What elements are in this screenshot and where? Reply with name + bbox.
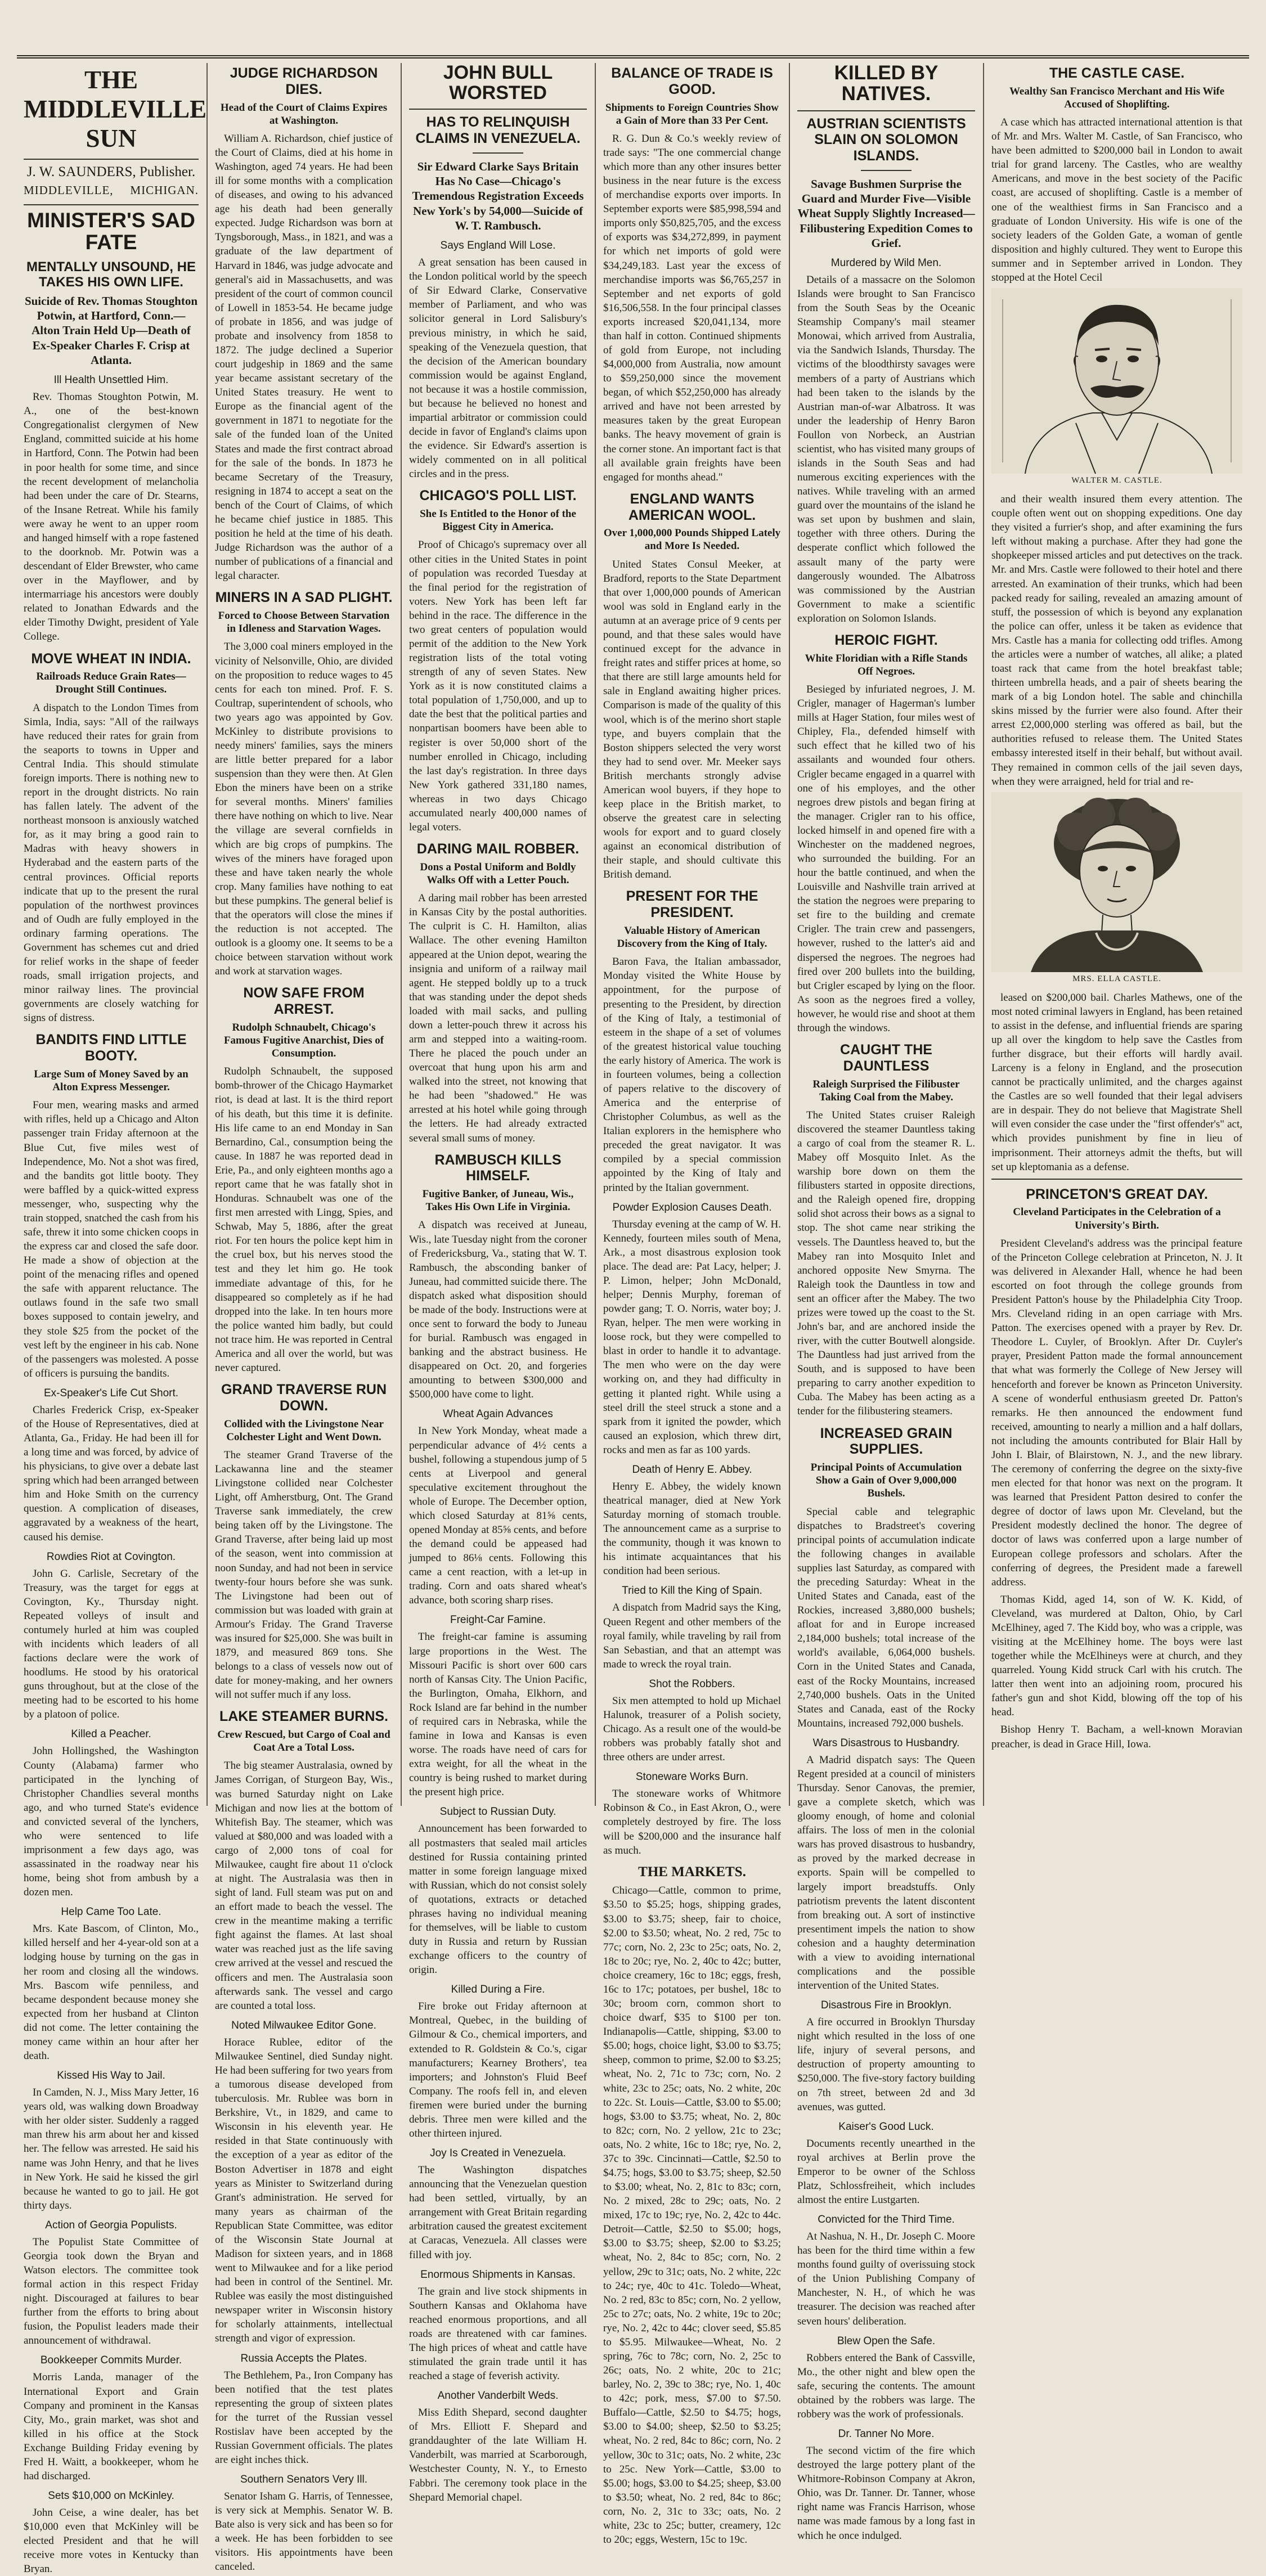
article-text: Senator Isham G. Harris, of Tennessee, is very sick at Memphis. Senator W. B. Bate also is very sick and has been so for a week. He has been forbidden to see visitors. His appointments have been canceled. — [215, 2490, 393, 2573]
article-text: The United States cruiser Raleigh discovered the steamer Dauntless taking a cargo of coal from the steamer R. L. Mabey off Mosquito Inlet. As the warship bore down on them the filibusters started in opposite directions, and the Raleigh opened fire, dropping solid shot across their bows as a signal to stop. The shot came near striking the vessels. The Dauntless heaved to, but the Mabey ran into Mosquito Inlet and anchored opposite New Smyrna. The Raleigh took the Dauntless in tow and sent an officer after the Mabey. The two prizes were towed up the coast to the St. John's bar, and are anchored inside the river, with the cutter Boutwell alongside. The Dauntless had just arrived from the South, and is supposed to have been preparing to carry another expedition to Cuba. The Mabey has been acting as a tender for the filibustering steamers. — [797, 1109, 975, 1418]
story-deck: Collided with the Livingstone Near Colchester Light and Went Down. — [224, 1418, 384, 1443]
divider — [24, 204, 199, 205]
subhead: Disastrous Fire in Brooklyn. — [820, 1999, 952, 2012]
subhead: Enormous Shipments in Kansas. — [420, 2268, 576, 2281]
story-deck: Cleveland Participates in the Celebration of a University's Birth. — [1013, 1206, 1221, 1231]
portrait-caption: MRS. ELLA CASTLE. — [1072, 974, 1161, 983]
article-text: Four men, wearing masks and armed with rifles, held up a Chicago and Alton passenger train Friday afternoon at the Blue Cut, five miles west of Independence, Mo. Not a shot was fired, and the bandits got little booty. They were baffled by a quick-witted express messenger, who, suspecting why the train stopped, snatched the cash from his safe, threw it into some chicken coops in the express car and closed the safe door. He made a show of objection at the point of the menacing rifles and opened the safe with apparent reluctance. The outlaws found in the safe two small boxes supposed to contain jewelry, and they stole $25 from the pocket of the vest left by the engineer in his cab. None of the passengers was molested. A posse of officers is pursuing the bandits. — [24, 1099, 199, 1379]
subhead: Wars Disastrous to Husbandry. — [812, 1737, 960, 1749]
story-headline: NOW SAFE FROM ARREST. — [243, 985, 365, 1018]
article-text: In Camden, N. J., Miss Mary Jetter, 16 years old, was walking down Broadway with her older sister. Suddenly a ragged man threw his arm about her and kissed her. The fellow was arrested. He said his name was John Henry, and that he lives in New York. He said he kissed the girl because he wanted to go to jail. He got thirty days. — [24, 2087, 199, 2211]
subhead: Southern Senators Very Ill. — [240, 2474, 367, 2486]
article-text: Bishop Henry T. Bacham, a well-known Moravian preacher, is dead in Grace Hill, Iowa. — [991, 1724, 1242, 1750]
subhead: Tried to Kill the King of Spain. — [622, 1585, 762, 1597]
subhead: Murdered by Wild Men. — [830, 257, 942, 269]
column-2 — [208, 63, 399, 2573]
masthead-publisher: J. W. SAUNDERS, Publisher. — [26, 164, 196, 179]
story-deck: Shipments to Foreign Countries Show a Gain of More than 33 Per Cent. — [605, 101, 779, 127]
lead-summary: Suicide of Rev. Thomas Stoughton Potwin, at Hartford, Conn.—Alton Train Held Up—Death of Ex-Speaker Charles F. Crisp at Atlanta. — [24, 294, 198, 367]
article-text: A Madrid dispatch says: The Queen Regent presided at a council of ministers Thursday. Senor Canovas, the premier, gave a complete sketch, which was gloomy enough, of home and colonial affairs. The loss of men in the colonial wars has proved disastrous to husbandry, as proved by the marked decrease in exports. Spain will be compelled to largely import breadstuffs. Only patriotism prevents the latent discontent from breaking out. A sort of instinctive presentiment impels the nation to show cohesion and a haughty determination with a view to avoiding international complications and the possible intervention of the United States. — [797, 1754, 975, 1992]
story-headline: DARING MAIL ROBBER. — [416, 841, 580, 857]
subhead: Shot the Robbers. — [649, 1678, 735, 1690]
lead-deck: MENTALLY UNSOUND, HE TAKES HIS OWN LIFE. — [26, 259, 196, 290]
subhead: Ill Health Unsettled Him. — [53, 374, 169, 386]
subhead: Wheat Again Advances — [443, 1408, 553, 1420]
lead-headline: MINISTER'S SAD FATE — [27, 209, 195, 254]
column-1 — [17, 63, 207, 2575]
story-headline: LAKE STEAMER BURNS. — [219, 1709, 388, 1725]
story-deck: Over 1,000,000 Pounds Shipped Lately and More Is Needed. — [603, 527, 781, 552]
story-deck: Head of the Court of Claims Expires at Washington. — [220, 101, 388, 127]
article-text: Special cable and telegraphic dispatches to Bradstreet's covering principal points of accumulation indicate the following changes in available supplies last Saturday, as compared with the preceding Saturday: Wheat in the United States and Canada, east of the Rockies, increased 3,880,000 bushels; afloat for and in Europe increased 2,184,000 bushels; total increase of the world's available, 6,064,000 bushels. Corn in the United States and Canada, east of the Rocky Mountains, increased 2,740,000 bushels. Oats in the United States and Canada, east of the Rocky Mountains, increased 792,000 bushels. — [797, 1505, 975, 1729]
subhead: Says England Will Lose. — [440, 240, 556, 252]
masthead-town: MIDDLEVILLE, — [24, 183, 114, 197]
article-text: Announcement has been forwarded to all postmasters that sealed mail articles destined for Russia containing printed matter in some foreign language mixed with Russian, which do not consist solely of quotations, extracts or detached phrases having no individual meaning for themselves, will be liable to custom duty in Russia and return by Russian exchange officers to the country of origin. — [409, 1823, 587, 1976]
subhead: Dr. Tanner No More. — [838, 2428, 935, 2440]
subhead: Stoneware Works Burn. — [635, 1771, 749, 1783]
article-text: leased on $200,000 bail. Charles Mathews, one of the most noted criminal lawyers in England, has been retained to assist in the defense, and influential friends are sparing up all over the kingdom to help save the Castles from further disgrace, but their efforts will hardly avail. Larceny is a felony in England, and the prosecution cannot be practically unlimited, and the charges against the Castles are so well founded that their legal advisers are in despair. They do not believe that Magistrate Shell will even consider the case under the "first offender's" act, which provides punishment by fine in lieu of imprisonment. Their attorneys admit the thefts, but will set up kleptomania as a defense. — [991, 991, 1242, 1173]
divider — [473, 152, 523, 154]
masthead-title: THE MIDDLEVILLE SUN — [24, 66, 207, 152]
article-text: Details of a massacre on the Solomon Islands were brought to San Francisco from the South Seas by the Oceanic Steamship Company's mail steamer Monowai, which arrived from Australia, via the Sandwich Islands, Thursday. The victims of the bloodthirsty savages were members of a party of Austrians which had been taken to the islands by the Austrian man-of-war Albatross. It was under the leadership of Henry Baron Foullon von Norbeck, an Austrian scientist, who has visited many groups of islands in the South Seas and had numerous exciting experiences with the natives. While traveling with an armed guard over the mountains of the island he was set upon by bushmen and slain, together with three others. During the desperate conflict which followed the assault many of the party were dangerously wounded. The Albatross was commissioned by the Austrian Government to make a scientific exploration on Solomon Islands. — [797, 274, 975, 624]
story-headline: CAUGHT THE DAUNTLESS — [840, 1042, 932, 1074]
divider — [861, 170, 912, 171]
subhead: Another Vanderbilt Weds. — [437, 2390, 559, 2402]
story-headline: INCREASED GRAIN SUPPLIES. — [820, 1425, 953, 1458]
portrait-ella-castle — [991, 792, 1242, 972]
column-separator — [983, 63, 984, 1806]
subhead: Death of Henry E. Abbey. — [632, 1463, 752, 1476]
story-headline: ENGLAND WANTS AMERICAN WOOL. — [628, 491, 756, 523]
article-text: In New York Monday, wheat made a perpendicular advance of 4½ cents a bushel, following a stupendous jump of 5 cents at Liverpool and general speculative excitement throughout the whole of Europe. The December option, which closed Saturday at 81⅝ cents, opened Monday at 85⅝ cents, and before the demand could be appeased had jumped to 86⅛ cents. Following this came a cent reaction, with a let-up in trading. Corn and oats shared wheat's advance, both scoring sharp rises. — [409, 1425, 587, 1607]
article-text: The stoneware works of Whitmore Robinson & Co., in East Akron, O., were completely destroyed by fire. The loss will be $200,000 and the insurance half as much. — [603, 1788, 781, 1856]
article-text: Besieged by infuriated negroes, J. M. Crigler, manager of Hagerman's lumber mills at Hager Station, four miles west of Chipley, Fla., defended himself with such effect that he killed two of his assailants and wounded four others. Crigler became engaged in a quarrel with one of his employes, and the other negroes drew pistols and began firing at the manager. Crigler ran to his office, locked himself in and opened fire with a Winchester on the maddened negroes, who surrounded the building. For an hour the battle continued, and when the Louisville and Nashville train arrived at the station the negroes were preparing to set fire to the building and cremate Crigler. The train crew and passengers, however, rushed to the latter's aid and dispersed the negroes. The negroes had fired over 200 bullets into the building, but Crigler escaped by lying on the floor. As soon as the negroes fired a volley, however, he would rise and shoot at them through the windows. — [797, 684, 975, 1034]
column-separator — [789, 63, 790, 1806]
story-headline: MINERS IN A SAD PLIGHT. — [215, 590, 393, 606]
column-separator — [206, 63, 208, 1806]
article-text: John Ceise, a wine dealer, has bet $10,000 even that McKinley will be elected President and that he will receive more votes in Kentucky than Bryan. — [24, 2507, 199, 2575]
subhead: Freight-Car Famine. — [450, 1614, 546, 1626]
column-4 — [596, 63, 788, 2546]
divider — [409, 109, 587, 110]
lead-headline: JOHN BULL WORSTED — [443, 62, 553, 104]
article-text: John Hollingshed, the Washington County (Alabama) farmer who participated in the lynching of Christopher Chandlies several months ago, and who turned State's evidence and convicted several of the lynchers, who were sentenced to life imprisonment a few days ago, was assassinated in the roadway near his home, being shot from ambush by a dozen men. — [24, 1745, 199, 1899]
lead-summary: Sir Edward Clarke Says Britain Has No Case—Chicago's Tremendous Registration Exceeds New York's by 54,000—Suicide of W. T. Rambusch. — [412, 159, 584, 232]
article-text: United States Consul Meeker, at Bradford, reports to the State Department that over 1,000,000 pounds of American wool was sold in England early in the autumn at an average price of 9 cents per pound, and that these sales would have continued except for the advance in freight rates and stiffer prices at home, so that there are still large amounts held for sale in England awaiting higher prices. Comparison is made of the quality of this wool, which is of the merino short staple type, and buyers complain that the Boston shippers selected the very worst they had to send over. Mr. Meeker says British merchants strongly advise American wool buyers, if they hope to keep place in the British market, to observe the greatest care in selecting wools for export and to guard closely against an economical distribution of their staple, and should cultivate this British demand. — [603, 558, 781, 881]
masthead-state: MICHIGAN. — [130, 183, 199, 197]
subhead: Kissed His Way to Jail. — [57, 2070, 165, 2082]
article-text: Horace Rublee, editor of the Milwaukee Sentinel, died Sunday night. He had been suffering for two years from a tumorous disease developed from tuberculosis. Mr. Rublee was born in Berkshire, Vt., in 1829, and came to Wisconsin in his eleventh year. He resided in that State continuously with the exception of a year as editor of the Boston Advertiser in 1878 and eight years as Minister to Switzerland during Grant's administration. He served for many years as chairman of the Republican State Committee, was editor of the Wisconsin State Journal at Madison for sixteen years, and in 1868 went to Milwaukee and for a like period had been in control of the Sentinel. Mr. Rublee was easily the most distinguished newspaper writer in Wisconsin history for scholarly attainments, intellectual strength and vigor of expression. — [215, 2036, 393, 2345]
article-text: The 3,000 coal miners employed in the vicinity of Nelsonville, Ohio, are divided on the proposition to reduce wages to 45 cents for each ton mined. Prof. F. S. Coultrap, superintendent of schools, who two years ago was appointed by Gov. McKinley to distribute provisions to needy miners' families, says the miners are little better prepared for a labor suspension than they were then. At Glen Ebon the miners have been on a strike for several months. Miners' families there have nothing on which to live. Near the village are several cornfields in which are big crops of pumpkins. The wives of the miners have foraged upon these and have taken nearly the whole crop. Many families have nothing to eat but these pumpkins. The general belief is that the operators will close the mines if the reduction is not accepted. The outlook is a gloomy one. It seems to be a choice between starvation without work and work at starvation wages. — [215, 641, 393, 978]
article-text: Robbers entered the Bank of Cassville, Mo., the other night and blew open the safe, securing the contents. The amount obtained by the robbers was large. The robbery was the work of professionals. — [797, 2352, 975, 2420]
masthead-location — [24, 183, 199, 197]
article-text: The Washington dispatches announcing that the Venezuelan question had been settled, virtually, by an arrangement with Great Britain regarding arbitration caused the greatest excitement at Caracas, Venezuela. All classes were filled with joy. — [409, 2164, 587, 2261]
article-text: President Cleveland's address was the principal feature of the Princeton College celebration at Princeton, N. J. It was delivered in Alexander Hall, whence he had been escorted on foot through the college grounds from President Patton's house by the Philadelphia City Troop. Mrs. Cleveland riding in an open carriage with Mrs. Patton. The exercises opened with a prayer by Rev. Dr. Theodore L. Cuyler, of Brooklyn. After Dr. Cuyler's prayer, President Patton made the formal announcement that what was formerly the College of New Jersey will henceforth and forever be known as Princeton University. A scene of wonderful enthusiasm greeted Dr. Patton's remarks. He then announced the endowment fund received, amounting to nearly a million and a half dollars, not including the amounts contributed for Blair Hall by John I. Blair, of Blairstown, N. J., and the new library. The ceremony of conferring the degree on the sixty-five men elected for that honor was next on the program. It was learned that President Patton desired to confer the degree of doctor of laws upon Mr. Cleveland, but the President modestly declined the honor. The degree of doctor of laws was conferred upon a large number of European college professors and scholars. After the conferring of degrees, the President made a farewell address. — [991, 1237, 1242, 1588]
subhead: Sets $10,000 on McKinley. — [48, 2490, 174, 2502]
subhead: Blew Open the Safe. — [837, 2335, 936, 2347]
story-deck: Raleigh Surprised the Filibuster Taking Coal from the Mabey. — [812, 1078, 960, 1103]
story-deck: Dons a Postal Uniform and Boldly Walks Off with a Letter Pouch. — [420, 861, 576, 887]
article-text: Six men attempted to hold up Michael Halunok, treasurer of a Polish society, Chicago. As a result one of the would-be robbers was probably fatally shot and three others are under arrest. — [603, 1694, 781, 1764]
article-text: and their wealth insured them every attention. The couple often went out on shopping expeditions. One day they visited a furrier's shop, and after examining the furs left without making a purchase. After they had gone the shopkeeper missed articles and put detectives on the track. Mr. and Mrs. Castle were followed to their hotel and there arrested. An examination of their trunks, which had been packed ready for sailing, revealed an amazing amount of stuff, the possession of which is beyond any explanation the police can offer, unless it be taken as evidence that Mrs. Castle has a mania for collecting odd trifles. Among the articles were a number of watches, all alike; a plated toast rack that came from the hotel breakfast table; thirteen umbrella heads, and a pair of sheets bearing the mark of a big London hotel. The sable and chinchilla skins missed by the furrier were also found. After their arrest £2,000,000 sterling was offered as bail, but the authorities refused to release them. The United States embassy interested itself in their behalf, but without avail. They remained in common cells of the jail seven days, when they were arraigned, held for trial and re- — [991, 493, 1242, 788]
story-deck: White Floridian with a Rifle Stands Off Negroes. — [805, 652, 968, 677]
story-headline: PRESENT FOR THE PRESIDENT. — [626, 888, 758, 921]
story-headline: GRAND TRAVERSE RUN DOWN. — [221, 1382, 387, 1414]
article-text: A dispatch to the London Times from Simla, India, says: "All of the railways have reduced their rates for grain from the seaports to towns in Upper and Central India. This should stimulate foreign imports. There is nothing new to report in the drought districts. No rain has fallen lately. The advent of the northeast monsoon is anxiously watched for, as it may bring a good rain to Madras with heavy showers in Hyderabad and the eastern parts of the central provinces. Official reports indicate that up to the present the rural population of the northwest provinces and of Oudh are fully employed in the ordinary farming operations. The Government has schemes cut and dried for relief works in the shape of feeder roads, small irrigation projects, and minor railway lines. The provincial governments are closely watching for signs of distress. — [24, 702, 199, 1024]
story-headline: BANDITS FIND LITTLE BOOTY. — [35, 1032, 187, 1064]
article-text: Proof of Chicago's supremacy over all other cities in the United States in point of population was recorded Tuesday at the final period for the registration of voters. New York has been left far behind in the race. The difference in the two great centers of population would permit of the addition to the New York registration lists of the total voting strength of any of seven States. New York as it is now constituted claims a total population of 1,750,000, and up to date the best that the political parties and nonpartisan boomers have been able to register is over 50,000 short of the number enrolled in Chicago, including the last day's registration. In three days New York gathered 331,180 names, whereas in two days Chicago accumulated nearly 400,000 names of legal voters. — [409, 539, 587, 834]
article-text: The second victim of the fire which destroyed the large pottery plant of the Whitmore-Robinson Company at Akron, Ohio, was Dr. Tanner. Dr. Tanner, whose right name was Francis Harrison, whose name was made famous by a long fast in which he once indulged. — [797, 2445, 975, 2542]
article-text: A dispatch from Madrid says the King, Queen Regent and other members of the royal family, while traveling by rail from San Sebastian, and that an attempt was made to wreck the royal train. — [603, 1602, 781, 1670]
article-text: At Nashua, N. H., Dr. Joseph C. Moore has been for the third time within a few months found guilty of overissuing stock of the Union Publishing Company of Manchester, N. H., of which he was treasurer. The decision was reached after seven hours' deliberation. — [797, 2231, 975, 2327]
subhead: Powder Explosion Causes Death. — [612, 1201, 772, 1213]
article-text: Baron Fava, the Italian ambassador, Monday visited the White House by appointment, for the purpose of presenting to the President, by direction of the King of Italy, a testimonial of esteem in the shape of a set of volumes of the greatest historical value touching the early history of America. The work is in fourteen volumes, being a collection of papers relative to the discovery of America and the enterprise of Christopher Columbus, as well as the Italian explorers in the hemisphere who preceded the great navigator. It was compiled by a special commission appointed by the King of Italy and printed by the Italian government. — [603, 956, 781, 1194]
subhead: Russia Accepts the Plates. — [240, 2352, 367, 2364]
article-text: A fire occurred in Brooklyn Thursday night which resulted in the loss of one life, injury of several persons, and destruction of property amounting to $250,000. The five-story factory building on 7th street, between 2d and 3d avenues, was gutted. — [797, 2016, 975, 2113]
subhead: Noted Milwaukee Editor Gone. — [231, 2019, 376, 2031]
lead-deck: AUSTRIAN SCIENTISTS SLAIN ON SOLOMON ISLANDS. — [806, 115, 966, 164]
portrait-caption: WALTER M. CASTLE. — [1071, 476, 1162, 485]
story-deck: Rudolph Schnaubelt, Chicago's Famous Fugitive Anarchist, Dies of Consumption. — [223, 1021, 384, 1060]
lead-deck: HAS TO RELINQUISH CLAIMS IN VENEZUELA. — [415, 114, 581, 147]
article-text: Fire broke out Friday afternoon at Montreal, Quebec, in the building of Gilmour & Co., chemical importers, and extended to R. Goldstein & Co.'s, cigar manufacturers; Kearney Brothers', tea importers; and Johnston's Fluid Beef Company. The roofs fell in, and eleven firemen were buried under the burning debris. Three men were killed and the other thirteen injured. — [409, 2000, 587, 2139]
article-text: The grain and live stock shipments in Southern Kansas and Oklahoma have reached enormous proportions, and all roads are threatened with car famines. The high prices of wheat and cattle have stimulated the grain trade until it has reached a stage of feverish activity. — [409, 2285, 587, 2382]
article-text: Thomas Kidd, aged 14, son of W. K. Kidd, of Cleveland, was murdered at Dalton, Ohio, by Carl McElhiney, aged 7. The Kidd boy, who was a cripple, was visiting at the McElhiney home. The boys were last together while the McElhineys were at church, and they quarreled. Young Kidd struck Carl with his crutch. The latter then went into an adjoining room, procured his father's gun and shot Kidd, blowing off the top of his head. — [991, 1593, 1242, 1719]
story-deck: Wealthy San Francisco Merchant and His Wife Accused of Shoplifting. — [1009, 85, 1225, 110]
story-deck: Crew Rescued, but Cargo of Coal and Coat Are a Total Loss. — [217, 1729, 390, 1754]
subhead: Ex-Speaker's Life Cut Short. — [43, 1387, 179, 1399]
subhead: Joy Is Created in Venezuela. — [430, 2147, 566, 2160]
lead-headline: KILLED BY NATIVES. — [834, 62, 939, 105]
article-text: The Bethlehem, Pa., Iron Company has been notified that the test plates representing the group of sixteen plates for the turret of the Russian vessel Rostislav have been accepted by the Russian Government officials. The plates are eight inches thick. — [215, 2369, 393, 2466]
subhead: Convicted for the Third Time. — [818, 2214, 955, 2226]
article-text: Charles Frederick Crisp, ex-Speaker of the House of Representatives, died at Atlanta, Ga., Friday. He had been ill for a long time and was forced, by advice of his physicians, to give over a debate last spring which had been arranged between him and Hoke Smith on the currency question. A complication of diseases, aggravated by a weakness of the heart, caused his demise. — [24, 1404, 199, 1543]
story-headline: RAMBUSCH KILLS HIMSELF. — [434, 1152, 562, 1184]
article-text: Thursday evening at the camp of W. H. Kennedy, fourteen miles south of Mena, Ark., a most disastrous explosion took place. The dead are: Pat Lacy, helper; J. P. Limon, helper; John McDonald, helper; Dennis Murphy, foreman of powder gang; T. O. Norris, water boy; J. Ryan, helper. The men were working in loose rock, but they were compelled to blast in order to handle it to advantage. The men who were on the day were working on, and they had difficulty in getting it planted right. While using a steel drill the steel struck a stone and a spark from it ignited the powder, which caused an explosion, which threw dirt, rocks and men as far as 100 yards. — [603, 1218, 781, 1456]
top-rule — [17, 55, 1249, 59]
column-separator — [401, 63, 402, 1806]
divider — [24, 159, 199, 160]
markets-headline: THE MARKETS. — [638, 1864, 746, 1880]
subhead: Action of Georgia Populists. — [45, 2219, 177, 2231]
article-text: Morris Landa, manager of the International Export and Grain Company and prominent in the Kansas City, Mo., grain market, was shot and killed in his office at the Stock Exchange Building Friday evening by Fred H. Waitt, a bookkeeper, whom he had discharged. — [24, 2371, 199, 2482]
article-text: The Populist State Committee of Georgia took down the Bryan and Watson electors. The committee took formal action in this respect Friday night. Discouraged at failures to bear further from the efforts to bring about fusion, the Populist leaders made their announcement of withdrawal. — [24, 2236, 199, 2347]
story-headline: HEROIC FIGHT. — [834, 632, 938, 648]
article-text: Mrs. Kate Bascom, of Clinton, Mo., killed herself and her 4-year-old son at a lodging house by turning on the gas in her room and closing all the windows. Mrs. Bascom wife penniless, and became despondent because money she expected from her husband at Clinton did not come. The letter containing the money came within an hour after her death. — [24, 1923, 199, 2062]
subhead: Subject to Russian Duty. — [439, 1806, 556, 1818]
article-text: The freight-car famine is assuming large proportions in the West. The Missouri Pacific is short over 600 cars north of Kansas City. The Union Pacific, the Burlington, Omaha, Elkhorn, and Rock Island are far behind in the number of required cars in Nebraska, while the famine in Iowa and Kansas is even worse. The roads have need of cars for extra weight, for all the wheat in the country is being rushed to market during the present high price. — [409, 1631, 587, 1799]
divider — [797, 110, 975, 111]
article-text: John G. Carlisle, Secretary of the Treasury, was the target for eggs at Covington, Ky., Thursday night. Repeated volleys of insult and contumely hurled at him was coupled with incidents which leaders of all factions declare were the work of hoodlums. He stood by his oratorical guns throughout, but at the close of the meeting had to be escorted to his home by a platoon of police. — [24, 1567, 199, 1721]
article-text: A great sensation has been caused in the London political world by the speech of Sir Edward Clarke, Conservative member of Parliament, and who was solicitor general in Lord Salisbury's previous ministry, in which he said, speaking of the Venezuela question, that the decision of the American boundary commission would be against England, not because it was a hostile commission, but because he believed no honest and impartial arbitrator or commission could decide in favor of England's claims upon the evidence. Sir Edward's assertion is widely commented on in all political circles and in the press. — [409, 257, 587, 480]
story-headline: PRINCETON'S GREAT DAY. — [1026, 1186, 1208, 1202]
article-text: A dispatch was received at Juneau, Wis., late Tuesday night from the coroner of Fredericksburg, Va., stating that W. T. Rambusch, the absconding banker of Juneau, had committed suicide there. The dispatch asked what disposition should be made of the body. Instructions were at once sent to forward the body to Juneau for burial. Rambusch was engaged in banking and the abstract business. He disappeared on Oct. 20, and forgeries amounting to between $300,000 and $500,000 have come to light. — [409, 1219, 587, 1401]
markets-text: Chicago—Cattle, common to prime, $3.50 to $5.25; hogs, shipping grades, $3.00 to $3.75; sheep, fair to choice, $2.00 to $3.50; wheat, No. 2 red, 75c to 77c; corn, No. 2, 23c to 25c; oats, No. 2, 18c to 20c; rye, No. 2, 40c to 42c; butter, choice creamery, 16c to 18c; eggs, fresh, 16c to 17c; potatoes, per bushel, 18c to 30c; broom corn, common short to choice dwarf, $35 to $100 per ton. Indianapolis—Cattle, shipping, $3.00 to $5.00; hogs, choice light, $3.00 to $3.75; sheep, common to prime, $2.00 to $3.25; wheat, No. 2, 71c to 73c; corn, No. 2 white, 23c to 25c; oats, No. 2 white, 20c to 22c. St. Louis—Cattle, $3.00 to $5.00; hogs, $3.00 to $3.75; wheat, No. 2, 80c to 82c; corn, No. 2 yellow, 21c to 23c; oats, No. 2 white, 16c to 18c; rye, No. 2, 37c to 39c. Cincinnati—Cattle, $2.50 to $4.75; hogs, $3.00 to $3.75; sheep, $2.50 to $3.00; wheat, No. 2, 81c to 83c; corn, No. 2 mixed, 28c to 29c; oats, No. 2 mixed, 17c to 19c; rye, No. 2, 42c to 44c. Detroit—Cattle, $2.50 to $5.00; hogs, $3.00 to $3.75; sheep, $2.00 to $3.25; wheat, No. 2, 84c to 85c; corn, No. 2 yellow, 29c to 31c; oats, No. 2 white, 22c to 24c; rye, 40c to 41c. Toledo—Wheat, No. 2 red, 83c to 85c; corn, No. 2 yellow, 25c to 27c; oats, No. 2 white, 19c to 20c; rye, No. 2, 42c to 44c; clover seed, $5.85 to $5.95. Milwaukee—Wheat, No. 2 spring, 76c to 78c; corn, No. 2, 25c to 26c; oats, No. 2 white, 20c to 21c; barley, No. 2, 39c to 38c; rye, No. 1, 40c to 42c; pork, mess, $7.00 to $7.50. Buffalo—Cattle, $2.50 to $4.75; hogs, $3.00 to $4.00; sheep, $2.50 to $3.25; wheat, No. 2 red, 84c to 86c; corn, No. 2 yellow, 30c to 31c; oats, No. 2 white, 23c to 25c. New York—Cattle, $3.00 to $5.00; hogs, $3.00 to $4.25; sheep, $3.00 to $3.50; wheat, No. 2 red, 84c to 86c; corn, No. 2, 31c to 33c; oats, No. 2 white, 23c to 25c; butter, creamery, 12c to 20c; eggs, Western, 15c to 19c. — [603, 1885, 781, 2546]
article-text: Documents recently unearthed in the royal archives at Berlin prove the Emperor to be owner of the Schloss Platz, Schlossfreiheit, which includes almost the entire Lustgarten. — [797, 2137, 975, 2206]
story-deck: Forced to Choose Between Starvation in Idleness and Starvation Wages. — [218, 610, 390, 635]
subhead: Killed a Peacher. — [71, 1728, 151, 1741]
story-deck: Large Sum of Money Saved by an Alton Express Messenger. — [34, 1068, 188, 1094]
column-separator — [595, 63, 596, 1806]
article-text: The big steamer Australasia, owned by James Corrigan, of Sturgeon Bay, Wis., was burned Saturday night on Lake Michigan and now lies at the bottom of Whitefish Bay. The steamer, which was valued at $80,000 and was loaded with a cargo of 2,000 tons of coal for Milwaukee, caught fire about 11 o'clock at night. The Australasia was then in sight of land. Full steam was put on and an effort made to beach the vessel. The crew in the meantime making a terrific fight against the flames. At last shoal water was reached just as the life saving crew arrived at the vessel and rescued the officers and men. The Australasia soon afterwards sank. The vessel and cargo are counted a total loss. — [215, 1760, 393, 2012]
article-text: Henry E. Abbey, the widely known theatrical manager, died at New York Saturday morning of stomach trouble. The announcement came as a surprise to the community, though it was known to his intimate acquaintances that his condition had been serious. — [603, 1480, 781, 1577]
lead-summary: Savage Bushmen Surprise the Guard and Murder Five—Visible Wheat Supply Slightly Increased—Filibustering Expedition Comes to Grief. — [797, 177, 975, 250]
story-deck: Railroads Reduce Grain Rates—Drought Still Continues. — [36, 671, 186, 696]
story-deck: Fugitive Banker, of Juneau, Wis., Takes His Own Life in Virginia. — [422, 1188, 574, 1213]
subhead: Rowdies Riot at Covington. — [46, 1550, 176, 1563]
story-headline: THE CASTLE CASE. — [1049, 65, 1185, 81]
article-text: Miss Edith Shepard, second daughter of Mrs. Elliott F. Shepard and granddaughter of the late William H. Vanderbilt, was married at Scarborough, Westchester County, N. Y., to Ernesto Fabbri. The ceremony took place in the Shepard Memorial chapel. — [409, 2407, 587, 2503]
story-headline: CHICAGO'S POLL LIST. — [419, 488, 577, 504]
article-text: Rudolph Schnaubelt, the supposed bomb-thrower of the Chicago Haymarket riot, is dead at last. It is the third report of his death, but this time it is definite. His life came to an end Monday in San Bernardino, Cal., consumption being the cause. In 1887 he was reported dead in Erie, Pa., and only eighteen months ago a report came that he was fatally shot in Honduras. Schnaubelt was one of the first men arrested with Lingg, Spies, and Schwab, May 5, 1886, after the great riot. For ten hours the police kept him in the cruel box, but his nerves stood the test and they let him go. He took immediate advantage of this, for he disappeared so completely as if he had dropped into the lake. In ten hours more the police wanted him badly, but could not trace him. He was reported in Central America and all over the world, but was never captured. — [215, 1066, 393, 1374]
story-deck: Valuable History of American Discovery from the King of Italy. — [617, 924, 767, 950]
portrait-walter-castle — [991, 288, 1242, 474]
article-text: R. G. Dun & Co.'s weekly review of trade says: "The one commercial change which more than any other insures better business in the near future is the excess of merchandise exports over imports. In September exports were $85,998,594 and imports only $50,825,705, and the excess of exports was $34,272,899, in payment for which net imports of gold were $34,249,183. Last year the excess of merchandise imports was $6,765,257 in September and net exports of gold $16,506,558. In the four principal classes exports increased $20,041,134, more than half in cotton. Continued shipments of gold from Europe, not including $4,000,000 from Australia, now amount to $59,250,000 since the movement began, of which $52,250,000 has already arrived and have not been arrested by measures taken by the great European banks. The heavy movement of grain is the corner stone. An important fact is that all available grain freights have been engaged for months ahead." — [603, 132, 781, 483]
article-text: William A. Richardson, chief justice of the Court of Claims, died at his home in Washington, aged 74 years. He had been ill for some months with a complication of diseases, and owing to his advanced age his death had been generally expected. Judge Richardson was born at Tyngsborough, Mass., in 1821, and was a graduate of the law department of Harvard in 1846, was judge advocate and general's aid in Massachusetts, and was president of the court of common council of Lowell in 1853-54. He became judge of probate in 1856, and was judge of probate and insolvency from 1858 to 1872. The judge declined a Superior court judgeship in 1869 and the same year became assistant secretary of the United States treasury. He went to Europe as the financial agent of the government in 1871 to negotiate for the sale of the funded loan of the United States and made the first contract abroad for the sale of the bonds. In 1873 he became Secretary of the Treasury, resigning in 1874 to accept a seat on the bench of the Court of Claims, of which he became chief justice in 1885. This position he held at the time of his death. Judge Richardson was the author of a number of publications of a financial and legal character. — [215, 132, 393, 582]
article-text: A daring mail robber has been arrested in Kansas City by the postal authorities. The culprit is C. H. Hamilton, alias Wallace. The other evening Hamilton appeared at the Union depot, wearing the insignia and uniform of a railway mail agent. He stepped boldly up to a truck that was standing under the depot sheds loaded with mail sacks, and pulling down a letter-pouch threw it across his arm and stepped into a waiting-room. There he placed the pouch under an overcoat that hung upon his arm and walked into the street, not knowing that he had been "shadowed." He was arrested at his hotel while going through the letters. He had already extracted several small sums of money. — [409, 892, 587, 1144]
story-headline: MOVE WHEAT IN INDIA. — [31, 650, 191, 667]
divider — [991, 1179, 1242, 1180]
article-text: Rev. Thomas Stoughton Potwin, M. A., one of the best-known Congregationalist clergymen of New England, committed suicide at his home in Hartford, Conn. The Potwin had been in poor health for some time, and since the recent development of melancholia had been under the care of Dr. Stearns, of the Insane Retreat. While his family were away he went to an upper room and hanged himself with a rope fastened to the doorknob. Mr. Potwin was a descendant of Elder Brewster, who came over in the Mayflower, and by intermarriage his ancestors were doubly related to Jonathan Edwards and the elder Timothy Dwight, president of Yale College. — [24, 391, 199, 643]
story-headline: BALANCE OF TRADE IS GOOD. — [611, 65, 773, 97]
column-5 — [791, 62, 982, 2542]
story-headline: JUDGE RICHARDSON DIES. — [230, 65, 378, 97]
subhead: Killed During a Fire. — [451, 1984, 545, 1996]
column-6 — [985, 63, 1249, 1809]
story-deck: She Is Entitled to the Honor of the Biggest City in America. — [420, 508, 576, 533]
story-deck: Principal Points of Accumulation Show a Gain of Over 9,000,000 Bushels. — [810, 1462, 962, 1500]
column-3 — [402, 62, 594, 2503]
subhead: Kaiser's Good Luck. — [838, 2120, 934, 2133]
article-text: The steamer Grand Traverse of the Lackawanna line and the steamer Livingstone collided near Colchester Light, off Amherstburg, Ont. The Grand Traverse sank immediately, the crew being taken off by the Livingstone. The Grand Traverse, after being laid up most of the season, went into commission at noon Sunday, and had not been in service twenty-four hours before she was sunk. The Livingstone had been out of commission but was loaded with grain at Armour's Friday. The Grand Traverse was insured for $25,000. She was built in 1879, and measured 869 tons. She belongs to a class of vessels now out of date for money-making, and her owners will not suffer much if any loss. — [215, 1449, 393, 1701]
subhead: Bookkeeper Commits Murder. — [40, 2354, 182, 2367]
article-text: A case which has attracted international attention is that of Mr. and Mrs. Walter M. Castle, of San Francisco, who have been admitted to $200,000 bail in London to await trial for grand larceny. The Castles, who are wealthy Americans, and move in the best society of the Pacific coast, are accused of shoplifting. Castle is a member of one of the wealthiest firms in San Francisco and a graduate of London University. His wife is one of the society leaders of the Golden Gate, a woman of gentle disposition and highly cultured. They went to Europe this summer and in September arrived in London. They stopped at the Hotel Cecil — [991, 116, 1242, 284]
subhead: Help Came Too Late. — [61, 1906, 161, 1918]
